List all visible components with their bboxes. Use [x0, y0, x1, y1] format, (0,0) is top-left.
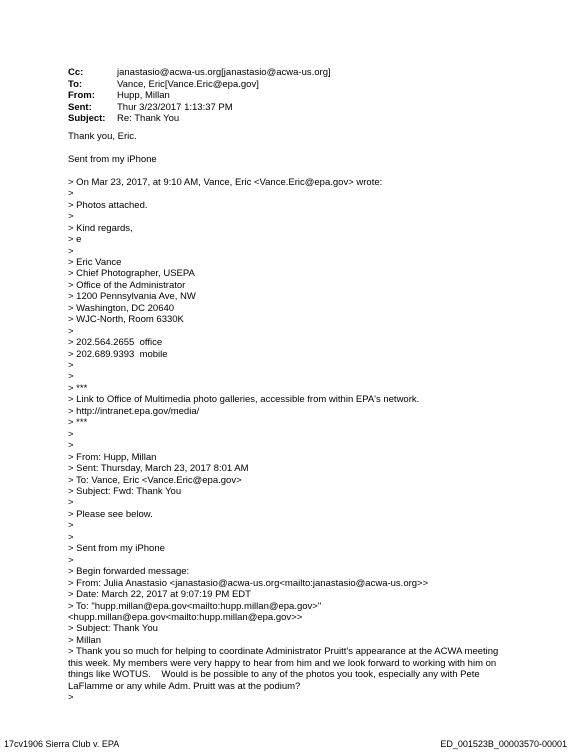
body-line: > ***	[68, 417, 88, 429]
header-label: Sent:	[68, 101, 92, 113]
body-line: > Please see below.	[68, 508, 153, 520]
body-line: Thank you, Eric.	[68, 131, 137, 142]
body-line: >	[68, 428, 74, 440]
body-line: > Thank you so much for helping to coordinate Administrator Pruitt's appearance at the ACWA meeting	[68, 646, 499, 658]
body-line: LaFlamme or any while Adm. Pruitt was at the podium?	[68, 680, 301, 692]
body-line: > Begin forwarded message:	[68, 566, 190, 578]
body-line: >	[68, 325, 74, 337]
body-line: >	[68, 360, 74, 372]
body-line: >	[68, 211, 74, 223]
body-line: > 202.689.9393 mobile	[68, 348, 168, 360]
header-label: From:	[68, 90, 95, 102]
body-line: > On Mar 23, 2017, at 9:10 AM, Vance, Eric <Vance.Eric@epa.gov> wrote:	[68, 176, 383, 188]
header-row	[68, 79, 331, 91]
body-line: >	[68, 188, 74, 200]
body-line: > To: "hupp.millan@epa.gov<mailto:hupp.millan@epa.gov>"	[68, 600, 322, 612]
body-line: > To: Vance, Eric <Vance.Eric@epa.gov>	[68, 474, 242, 486]
body-line: > 202.564.2655 office	[68, 337, 163, 349]
header-label: Cc:	[68, 67, 84, 78]
header-row	[68, 90, 331, 102]
body-line: > http://intranet.epa.gov/media/	[68, 405, 200, 417]
body-line: this week. My members were very happy to hear from him and we look forward to working with him on	[68, 657, 497, 669]
body-line: >	[68, 531, 74, 543]
header-row	[68, 102, 331, 114]
body-line: >	[68, 554, 74, 566]
body-line: >	[68, 245, 74, 257]
footer-case-number: 17cv1906 Sierra Club v. EPA	[4, 739, 120, 749]
body-line: > 1200 Pennsylvania Ave, NW	[68, 291, 196, 303]
body-line	[68, 165, 538, 176]
header-label: Subject:	[68, 113, 106, 125]
body-line: > WJC-North, Room 6330K	[68, 314, 184, 326]
header-value: Vance, Eric[Vance.Eric@epa.gov]	[117, 78, 259, 90]
body-line: > e	[68, 234, 82, 246]
email-body	[68, 131, 538, 704]
body-line: > Subject: Thank You	[68, 623, 158, 635]
body-line: >	[68, 371, 74, 383]
header-row	[68, 113, 331, 125]
header-value: Thur 3/23/2017 1:13:37 PM	[117, 101, 233, 113]
body-line: > From: Julia Anastasio <janastasio@acwa-us.org<mailto:janastasio@acwa-us.org>>	[68, 577, 429, 589]
body-line: > Millan	[68, 634, 101, 646]
body-line: things like WOTUS. Would is be possible to any of the photos you took, especially any with Pete	[68, 669, 480, 681]
body-line: > Photos attached.	[68, 199, 148, 211]
email-header-block	[68, 67, 331, 125]
body-line: > Office of the Administrator	[68, 279, 186, 291]
header-value: janastasio@acwa-us.org[janastasio@acwa-us.org]	[117, 67, 331, 78]
body-line: > Kind regards,	[68, 222, 133, 234]
body-line: > From: Hupp, Millan	[68, 451, 157, 463]
body-line: >	[68, 520, 74, 532]
body-line: > Link to Office of Multimedia photo galleries, accessible from within EPA's network.	[68, 394, 420, 406]
body-line: >	[68, 497, 74, 509]
header-value: Re: Thank You	[117, 113, 180, 125]
body-line: > Eric Vance	[68, 256, 122, 268]
body-line: Sent from my iPhone	[68, 153, 157, 165]
body-line: > Date: March 22, 2017 at 9:07:19 PM EDT	[68, 589, 251, 601]
body-line	[68, 142, 538, 153]
body-line: >	[68, 692, 74, 704]
body-line: >	[68, 440, 74, 452]
body-line: > Subject: Fwd: Thank You	[68, 486, 182, 498]
header-label: To:	[68, 78, 83, 90]
body-line: > Sent from my iPhone	[68, 543, 165, 555]
body-line: > ***	[68, 382, 88, 394]
body-line: > Chief Photographer, USEPA	[68, 268, 195, 280]
header-row	[68, 67, 331, 79]
footer-bates-number: ED_001523B_00003570-00001	[440, 739, 567, 749]
body-line: <hupp.millan@epa.gov<mailto:hupp.millan@epa.gov>>	[68, 612, 303, 623]
header-value: Hupp, Millan	[117, 90, 170, 102]
body-line: > Washington, DC 20640	[68, 302, 175, 314]
body-line: > Sent: Thursday, March 23, 2017 8:01 AM	[68, 463, 249, 475]
